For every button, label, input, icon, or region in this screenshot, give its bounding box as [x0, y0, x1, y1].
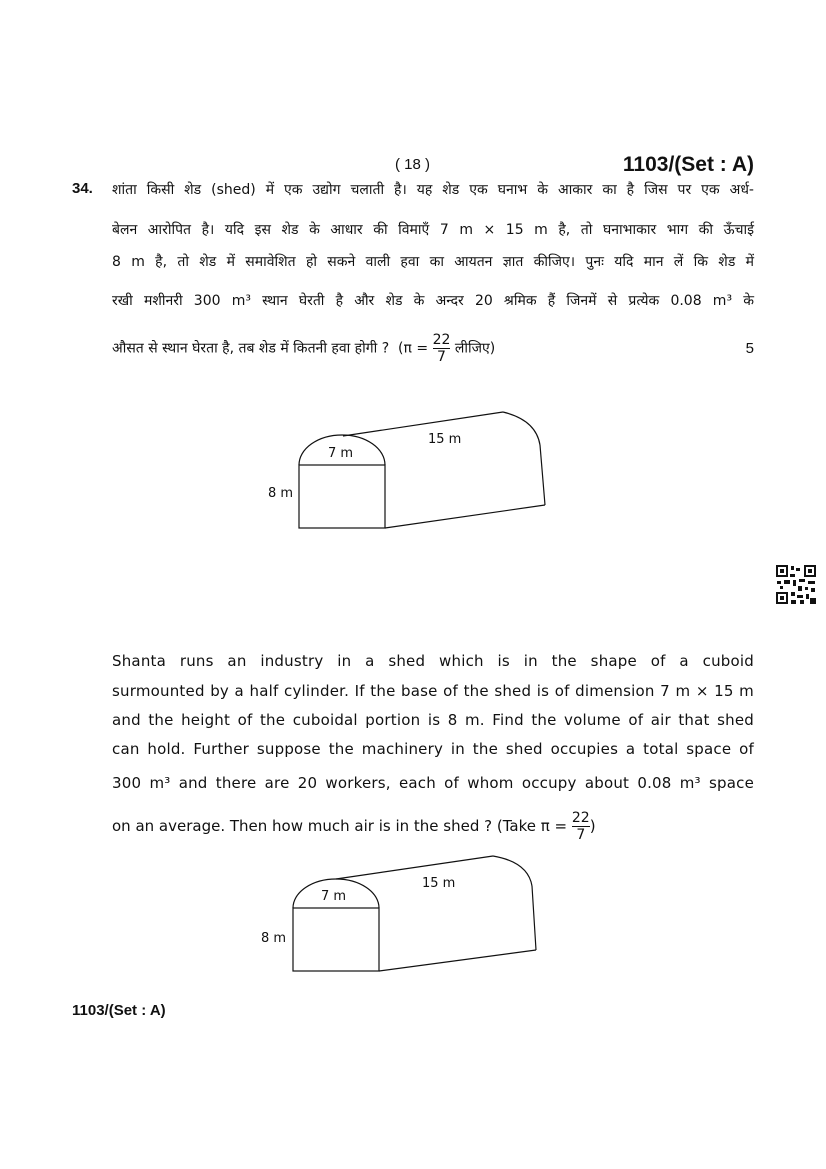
- pi-suffix: ): [589, 817, 596, 835]
- pi-prefix: (Take π =: [496, 817, 568, 835]
- width-label: 7 m: [328, 446, 354, 461]
- english-last-line: [112, 810, 596, 843]
- hindi-line: रखी मशीनरी 300 m³ स्थान घेरती है और शेड के अन्दर 20 श्रमिक हैं जिनमें से प्रत्येक 0.08 m³ के: [112, 293, 754, 309]
- right-edge: [540, 445, 545, 505]
- back-arc: [503, 412, 540, 445]
- paper-code: 1103/(Set : A): [622, 153, 754, 176]
- english-line: can hold. Further suppose the machinery in the shed occupies a total space of: [112, 740, 754, 758]
- pi-suffix: लीजिए): [454, 340, 496, 357]
- length-label: 15 m: [428, 432, 462, 447]
- qr-code-icon: [776, 565, 816, 604]
- question-number: 34.: [72, 180, 93, 197]
- english-line: surmounted by a half cylinder. If the base of the shed is of dimension 7 m × 15 m: [112, 682, 754, 700]
- page-number: ( 18 ): [395, 156, 431, 173]
- pi-fraction: [572, 810, 590, 843]
- numerator: 22: [432, 332, 451, 348]
- top-edge: [336, 856, 493, 879]
- shed-figure-hindi: [299, 412, 545, 528]
- shed-figure-english: [293, 856, 536, 971]
- english-line: on an average. Then how much air is in the shed ?: [112, 817, 493, 835]
- width-label: 7 m: [321, 889, 347, 904]
- hindi-line: बेलन आरोपित है। यदि इस शेड के आधार की विमाएँ 7 m × 15 m है, तो घनाभाकार भाग की ऊँचाई: [112, 222, 754, 238]
- hindi-line: शांता किसी शेड (shed) में एक उद्योग चलाती है। यह शेड एक घनाभ के आकार का है जिस पर एक अर्ध-: [112, 182, 754, 198]
- back-arc: [493, 856, 532, 886]
- hindi-line: औसत से स्थान घेरता है, तब शेड में कितनी हवा होगी ?: [112, 340, 390, 357]
- english-line: Shanta runs an industry in a shed which is in the shape of a cuboid: [112, 652, 754, 670]
- bottom-edge: [379, 950, 536, 971]
- pi-prefix: (π =: [398, 340, 429, 357]
- height-label: 8 m: [268, 486, 294, 501]
- english-line: 300 m³ and there are 20 workers, each of whom occupy about 0.08 m³ space: [112, 774, 754, 792]
- front-rectangle: [299, 465, 385, 528]
- english-line: and the height of the cuboidal portion is 8 m. Find the volume of air that shed: [112, 711, 754, 729]
- bottom-edge: [385, 505, 545, 528]
- denominator: 7: [437, 349, 446, 365]
- hindi-line: 8 m है, तो शेड में समावेशित हो सकने वाली हवा का आयतन ज्ञात कीजिए। पुनः यदि मान लें कि शेड में: [112, 254, 754, 270]
- length-label: 15 m: [422, 876, 456, 891]
- footer-paper-code: 1103/(Set : A): [72, 1002, 166, 1019]
- height-label: 8 m: [261, 931, 287, 946]
- denominator: 7: [576, 827, 586, 843]
- top-edge: [343, 412, 503, 436]
- marks: 5: [745, 340, 754, 357]
- numerator: 22: [571, 810, 590, 826]
- front-rectangle: [293, 908, 379, 971]
- right-edge: [532, 886, 536, 950]
